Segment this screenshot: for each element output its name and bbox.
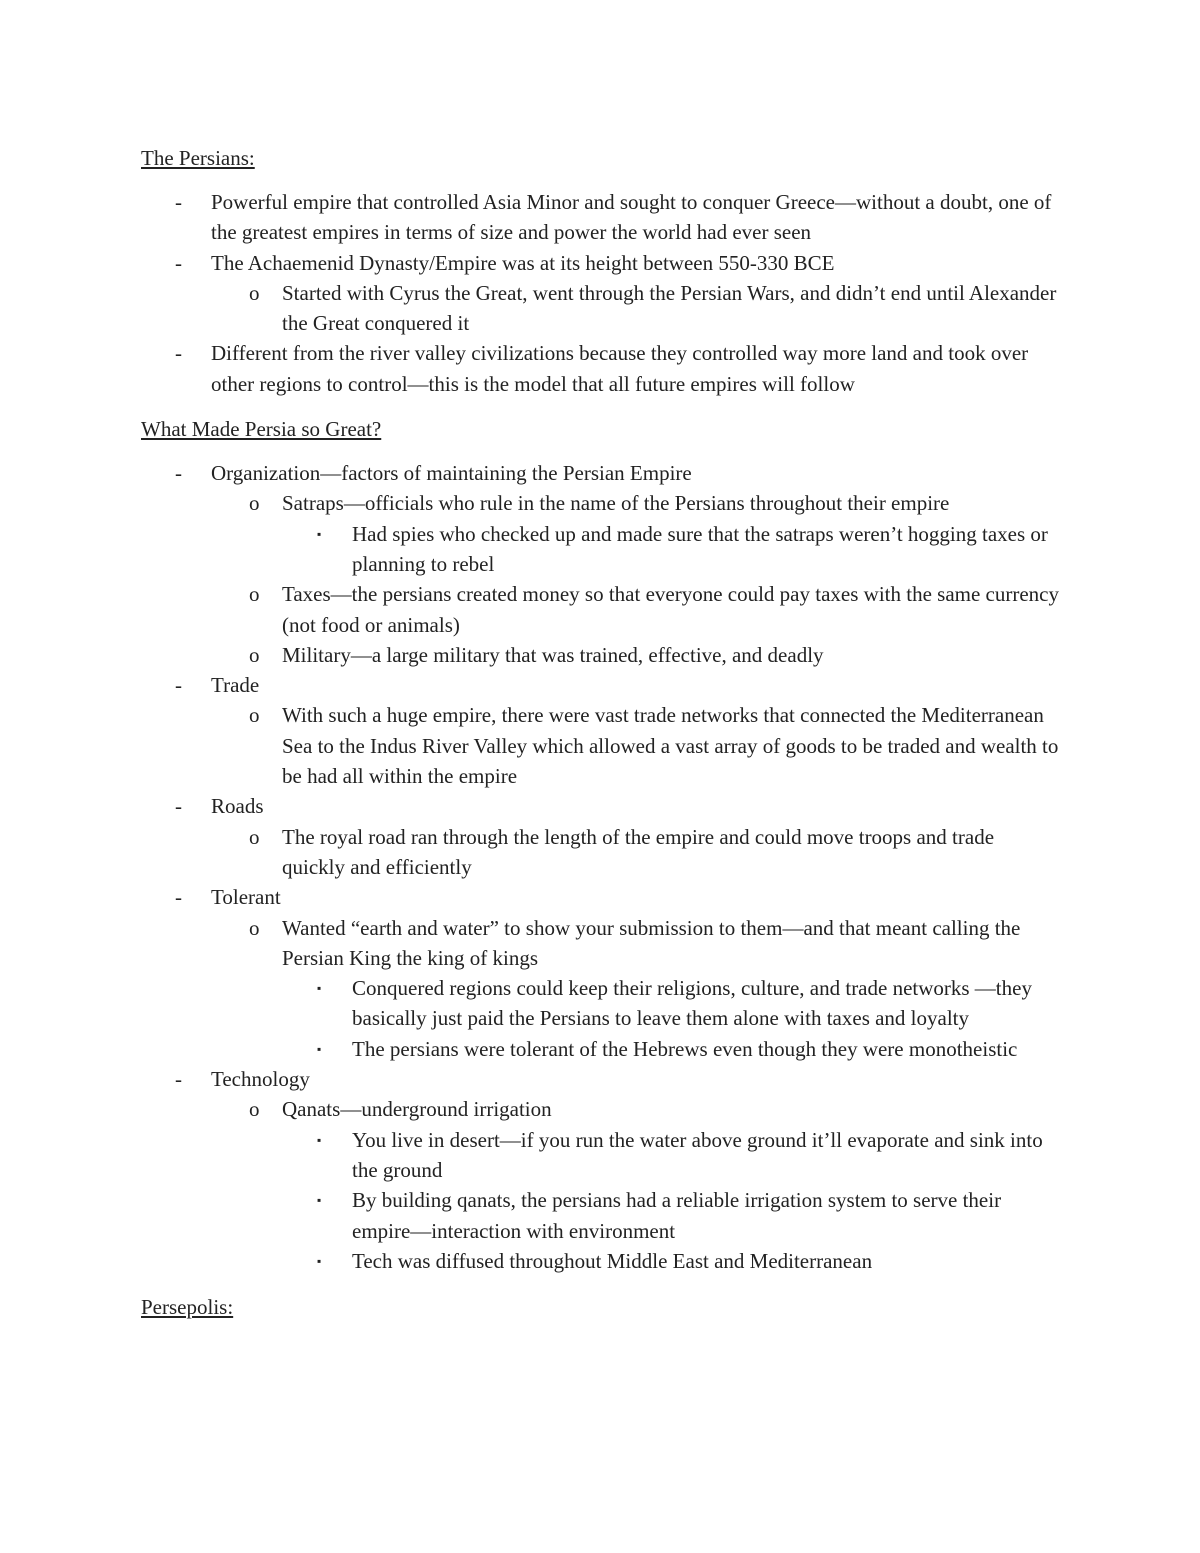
list-item-text: Taxes—the persians created money so that everyone could pay taxes with the same currency (not food or animals) xyxy=(282,582,1059,637)
circle-bullet: o xyxy=(249,824,260,849)
circle-bullet: o xyxy=(249,642,260,667)
list-item-text: Wanted “earth and water” to show your submission to them—and that meant calling the Persian King the king of kings xyxy=(282,915,1021,970)
list-item-text: You live in desert—if you run the water above ground it’ll evaporate and sink into the ground xyxy=(352,1127,1043,1182)
list-item xyxy=(141,488,1061,518)
circle-bullet: o xyxy=(249,703,260,728)
list-item xyxy=(141,1185,1061,1246)
list-item xyxy=(141,973,1061,1034)
list-item-text: By building qanats, the persians had a reliable irrigation system to serve their empire—interaction with environment xyxy=(352,1188,1002,1243)
list-item xyxy=(141,670,1061,700)
list-item xyxy=(141,913,1061,974)
list-item-text: Tech was diffused throughout Middle East and Mediterranean xyxy=(352,1248,873,1273)
list-item xyxy=(141,791,1061,821)
list-item xyxy=(141,579,1061,640)
square-bullet: ▪ xyxy=(317,1132,322,1147)
dash-bullet: - xyxy=(175,341,182,366)
square-bullet: ▪ xyxy=(317,981,322,996)
dash-bullet: - xyxy=(175,794,182,819)
list-item xyxy=(141,1064,1061,1094)
square-bullet: ▪ xyxy=(317,526,322,541)
list-item-text: Powerful empire that controlled Asia Minor and sought to conquer Greece—without a doubt, one of the greatest empires in terms of size and power the world had ever seen xyxy=(211,190,1052,245)
list-item xyxy=(141,458,1061,488)
heading-what-made-persia-great: What Made Persia so Great? xyxy=(141,417,382,442)
list-item-text: Different from the river valley civilizations because they controlled way more land and took over other regions to control—this is the model that all future empires will follow xyxy=(211,341,1029,396)
dash-bullet: - xyxy=(175,461,182,486)
square-bullet: ▪ xyxy=(317,1041,322,1056)
square-bullet: ▪ xyxy=(317,1253,322,1268)
circle-bullet: o xyxy=(249,582,260,607)
dash-bullet: - xyxy=(175,1067,182,1092)
heading-persepolis: Persepolis: xyxy=(141,1295,234,1320)
list-item-text: Tolerant xyxy=(211,885,281,910)
list-item-text: Started with Cyrus the Great, went through the Persian Wars, and didn’t end until Alexander the Great conquered it xyxy=(282,280,1057,336)
list-item xyxy=(141,519,1061,580)
list-item xyxy=(141,278,1061,339)
circle-bullet: o xyxy=(249,280,260,305)
list-item-text: Trade xyxy=(211,673,260,698)
list-item xyxy=(141,1094,1061,1124)
list-item xyxy=(141,640,1061,670)
list-item xyxy=(141,338,1061,399)
list-item-text: Organization—factors of maintaining the Persian Empire xyxy=(211,461,692,486)
list-item-text: The Achaemenid Dynasty/Empire was at its height between 550-330 BCE xyxy=(211,250,835,275)
list-item xyxy=(141,700,1061,791)
circle-bullet: o xyxy=(249,1097,260,1122)
list-item-text: Qanats—underground irrigation xyxy=(282,1097,552,1122)
square-bullet: ▪ xyxy=(317,1193,322,1208)
list-item xyxy=(141,248,1061,278)
persia-great-list xyxy=(141,458,1061,1276)
list-item-text: Conquered regions could keep their religions, culture, and trade networks —they basically just paid the Persians to leave them alone with taxes and loyalty xyxy=(352,976,1032,1031)
list-item-text: Technology xyxy=(211,1067,310,1092)
dash-bullet: - xyxy=(175,673,182,698)
list-item-text: The royal road ran through the length of the empire and could move troops and trade quickly and efficiently xyxy=(282,824,995,879)
circle-bullet: o xyxy=(249,915,260,940)
circle-bullet: o xyxy=(249,491,260,516)
list-item-text: Roads xyxy=(211,794,264,819)
list-item-text: Satraps—officials who rule in the name of the Persians throughout their empire xyxy=(282,491,950,516)
list-item-text: Had spies who checked up and made sure that the satraps weren’t hogging taxes or planning to rebel xyxy=(352,521,1048,576)
dash-bullet: - xyxy=(175,250,182,275)
list-item-text: Military—a large military that was trained, effective, and deadly xyxy=(282,642,824,667)
dash-bullet: - xyxy=(175,885,182,910)
list-item-text: The persians were tolerant of the Hebrews even though they were monotheistic xyxy=(352,1036,1018,1061)
list-item xyxy=(141,822,1061,883)
list-item xyxy=(141,1246,1061,1276)
list-item xyxy=(141,1034,1061,1064)
dash-bullet: - xyxy=(175,190,182,214)
persians-list xyxy=(141,187,1061,399)
document-page xyxy=(141,143,1061,1322)
list-item xyxy=(141,187,1061,248)
heading-the-persians: The Persians: xyxy=(141,146,255,170)
list-item-text: With such a huge empire, there were vast trade networks that connected the Mediterranean Sea to the Indus River Valley which allowed a vast array of goods to be traded and wealth to be had all within the empire xyxy=(282,703,1059,789)
list-item xyxy=(141,882,1061,912)
list-item xyxy=(141,1125,1061,1186)
